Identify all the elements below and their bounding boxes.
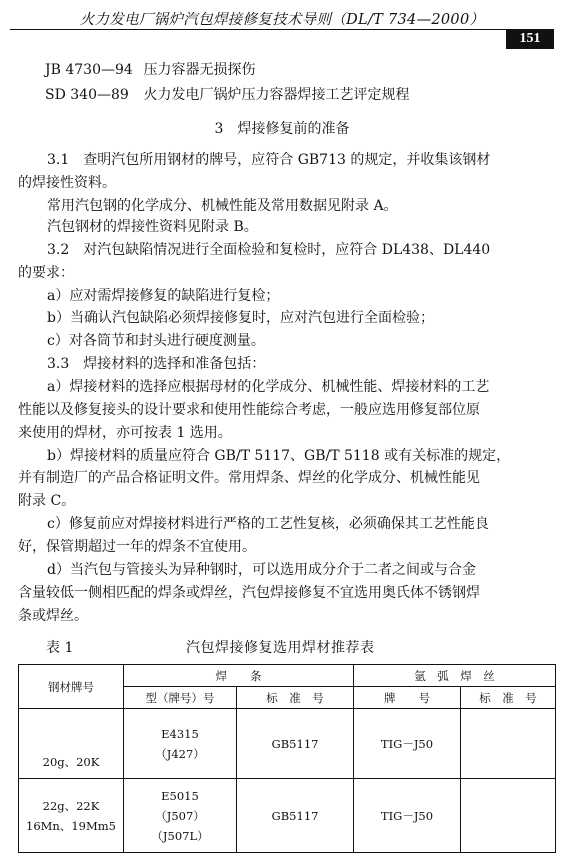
paragraph-line: 的要求：	[18, 265, 74, 281]
paragraph-line: 含量较低一侧相匹配的焊条或焊丝，汽包焊接修复不宜选用奥氏体不锈钢焊	[18, 585, 480, 601]
header-electrode-model: 型（牌号）号	[124, 687, 237, 709]
table-caption: 表 1	[46, 640, 74, 656]
cell-electrode-standard: GB5117	[237, 709, 354, 779]
running-header-title: 火力发电厂锅炉汽包焊接修复技术导则（DL/T 734—2000）	[79, 12, 485, 28]
cell-wire-standard	[461, 709, 556, 779]
table-row	[19, 709, 556, 779]
cell-line: （J507）	[155, 808, 205, 823]
paragraph-line: b）焊接材料的质量应符合 GB/T 5117、GB/T 5118 或有关标准的规定，	[47, 448, 511, 464]
paragraph-line: b）当确认汽包缺陷必须焊接修复时，应对汽包进行全面检验；	[47, 310, 434, 326]
paragraph-line: 的焊接性资料。	[18, 175, 116, 191]
reference-item	[45, 61, 255, 79]
cell-line: 22g、22K	[42, 798, 100, 813]
cell-line: E5015	[161, 788, 199, 803]
welding-material-table	[18, 664, 556, 853]
reference-title: 压力容器无损探伤	[143, 62, 256, 78]
paragraph-line: 3.1 查明汽包所用钢材的牌号，应符合 GB713 的规定，并收集该钢材	[47, 152, 491, 168]
section-heading: 3 焊接修复前的准备	[214, 121, 350, 137]
cell-wire-standard	[461, 779, 556, 853]
paragraph-line: c）修复前应对焊接材料进行严格的工艺性复核，必须确保其工艺性能良	[47, 516, 489, 532]
paragraph-line: d）当汽包与管接头为异种钢时，可以选用成分介于二者之间或与合金	[47, 562, 476, 578]
reference-code: SD 340—89	[45, 87, 129, 103]
cell-electrode-model	[124, 779, 237, 853]
cell-line: （J507L）	[151, 828, 209, 843]
cell-line: （J427）	[155, 746, 205, 761]
reference-title: 火力发电厂锅炉压力容器焊接工艺评定规程	[143, 87, 410, 103]
cell-steel-grade	[19, 709, 124, 779]
paragraph-line: 3.3 焊接材料的选择和准备包括：	[47, 356, 266, 372]
table-title: 汽包焊接修复选用焊材推荐表	[186, 640, 375, 656]
cell-steel-grade	[19, 779, 124, 853]
cell-electrode-model	[124, 709, 237, 779]
header-rule	[10, 29, 554, 30]
cell-wire-brand: TIG－J50	[354, 709, 461, 779]
header-wire-standard: 标 准 号	[461, 687, 556, 709]
paragraph-line: 好，保管期超过一年的焊条不宜使用。	[18, 539, 256, 555]
paragraph-line: c）对各筒节和封头进行硬度测量。	[47, 333, 265, 349]
header-wire-group: 氩 弧 焊 丝	[354, 665, 556, 687]
header-electrode-group: 焊 条	[124, 665, 354, 687]
cell-wire-brand: TIG－J50	[354, 779, 461, 853]
cell-line: E4315	[161, 726, 199, 741]
table-row	[19, 779, 556, 853]
paragraph-line: 性能以及修复接头的设计要求和使用性能综合考虑，一般应选用修复部位原	[18, 402, 480, 418]
header-steel-grade: 钢材牌号	[19, 665, 124, 709]
cell-line: 20g、20K	[42, 755, 100, 769]
paragraph-line: a）焊接材料的选择应根据母材的化学成分、机械性能、焊接材料的工艺	[47, 379, 490, 395]
reference-code: JB 4730—94	[45, 62, 133, 78]
paragraph-line: 常用汽包钢的化学成分、机械性能及常用数据见附录 A。	[47, 198, 398, 214]
page-number: 151	[506, 29, 554, 49]
reference-item	[45, 86, 409, 104]
paragraph-line: 来使用的焊材，亦可按表 1 选用。	[18, 425, 232, 441]
cell-line: 16Mn、19Mm5	[26, 818, 116, 833]
paragraph-line: 并有制造厂的产品合格证明文件。常用焊条、焊丝的化学成分、机械性能见	[18, 470, 480, 486]
header-electrode-standard: 标 准 号	[237, 687, 354, 709]
paragraph-line: 汽包钢材的焊接性资料见附录 B。	[47, 219, 258, 235]
header-wire-brand: 牌 号	[354, 687, 461, 709]
paragraph-line: 附录 C。	[18, 493, 76, 509]
cell-electrode-standard: GB5117	[237, 779, 354, 853]
paragraph-line: a）应对需焊接修复的缺陷进行复检；	[47, 288, 280, 304]
paragraph-line: 条或焊丝。	[18, 608, 88, 624]
paragraph-line: 3.2 对汽包缺陷情况进行全面检验和复检时，应符合 DL438、DL440	[47, 242, 491, 258]
